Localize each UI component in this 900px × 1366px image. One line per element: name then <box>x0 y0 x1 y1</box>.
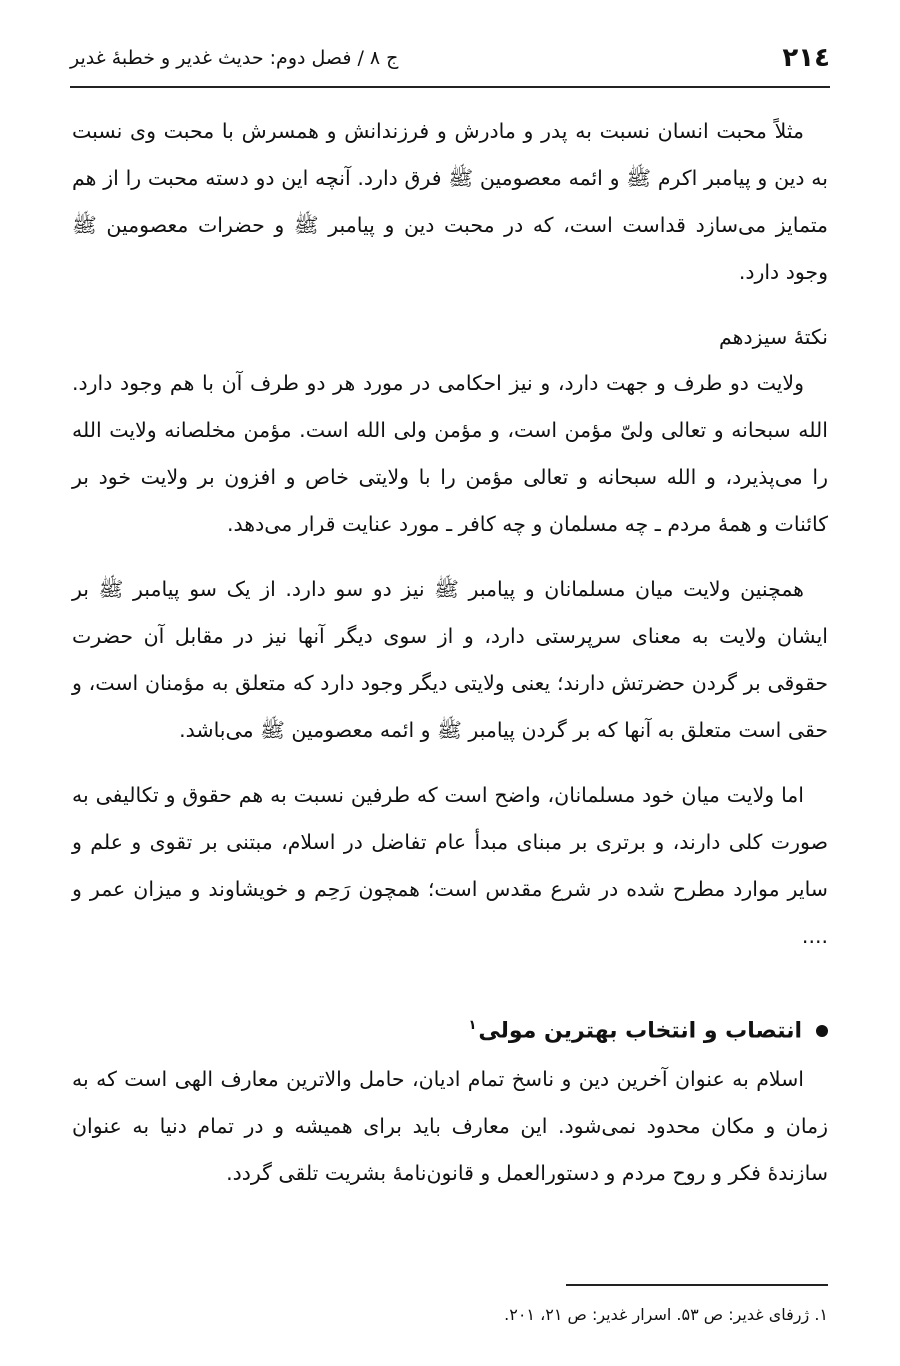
header-divider <box>70 86 830 88</box>
footnote-divider <box>566 1284 828 1286</box>
paragraph-5: اسلام به عنوان آخرین دین و ناسخ تمام ادیان، حامل والاترین معارف الهی است که به زمان و مکان محدود نمی‌شود. این معارف باید برای همیشه و در تمام دنیا به عنوان سازندهٔ فکر و روح مردم و دستورالعمل و قانون‌نامهٔ بشریت تلقی گردد. <box>72 1067 828 1185</box>
page-body <box>72 108 828 1197</box>
section-title-text: انتصاب و انتخاب بهترین مولی <box>478 1018 802 1044</box>
bullet-icon <box>816 1025 828 1037</box>
paragraph-3: همچنین ولایت میان مسلمانان و پیامبر ﷺ نیز دو سو دارد. از یک سو پیامبر ﷺ بر ایشان ولایت به معنای سرپرستی دارد، و از سوی دیگر آنها نیز در مقابل آن حضرت حقوقی بر گردن حضرتش دارند؛ یعنی ولایتی دیگر وجود دارد که متعلق به مؤمنان است، و حقی است متعلق به آنها که بر گردن پیامبر ﷺ و ائمه معصومین ﷺ می‌باشد. <box>72 577 828 742</box>
page-header <box>70 38 830 78</box>
paragraph-1: مثلاً محبت انسان نسبت به پدر و مادرش و فرزندانش و همسرش با محبت وی نسبت به دین و پیامبر اکرم ﷺ و ائمه معصومین ﷺ فرق دارد. آنچه این دو دسته محبت را از هم متمایز می‌سازد قداست است، که در محبت دین و پیامبر ﷺ و حضرات معصومین ﷺ وجود دارد. <box>72 119 828 284</box>
paragraph-4: اما ولایت میان خود مسلمانان، واضح است که طرفین نسبت به هم حقوق و تکالیفی به صورت کلی دارند، و برتری بر مبنای مبدأ عام تفاضل در اسلام، مبتنی بر تقوی و علم و سایر موارد مطرح شده در شرع مقدس است؛ همچون رَحِم و خویشاوند و میزان عمر و .... <box>72 783 828 948</box>
paragraph-2: ولایت دو طرف و جهت دارد، و نیز احکامی در مورد هر دو طرف آن با هم وجود دارد. الله سبحانه و تعالی ولیّ مؤمن است، و مؤمن ولی الله است. مؤمن مخلصانه ولایت الله را می‌پذیرد، و الله سبحانه و تعالی مؤمن را با ولایتی خاص و افزون بر ولایت خود بر کائنات و همهٔ مردم ـ چه مسلمان و چه کافر ـ مورد عنایت قرار می‌دهد. <box>72 371 828 536</box>
footnote-reference[interactable]: ۱ <box>468 1018 477 1034</box>
section-title <box>468 1018 802 1043</box>
page-number: ۲۱٤ <box>782 43 830 73</box>
note-heading: نکتهٔ سیزدهم <box>719 325 828 349</box>
footnote: ۱. ژرفای غدیر: ص ۵۳. اسرار غدیر: ص ۲۱، ۲۰۱. <box>504 1305 828 1324</box>
running-head: ج ۸ / فصل دوم: حدیث غدیر و خطبهٔ غدیر <box>70 47 399 69</box>
section-heading <box>72 1006 828 1056</box>
